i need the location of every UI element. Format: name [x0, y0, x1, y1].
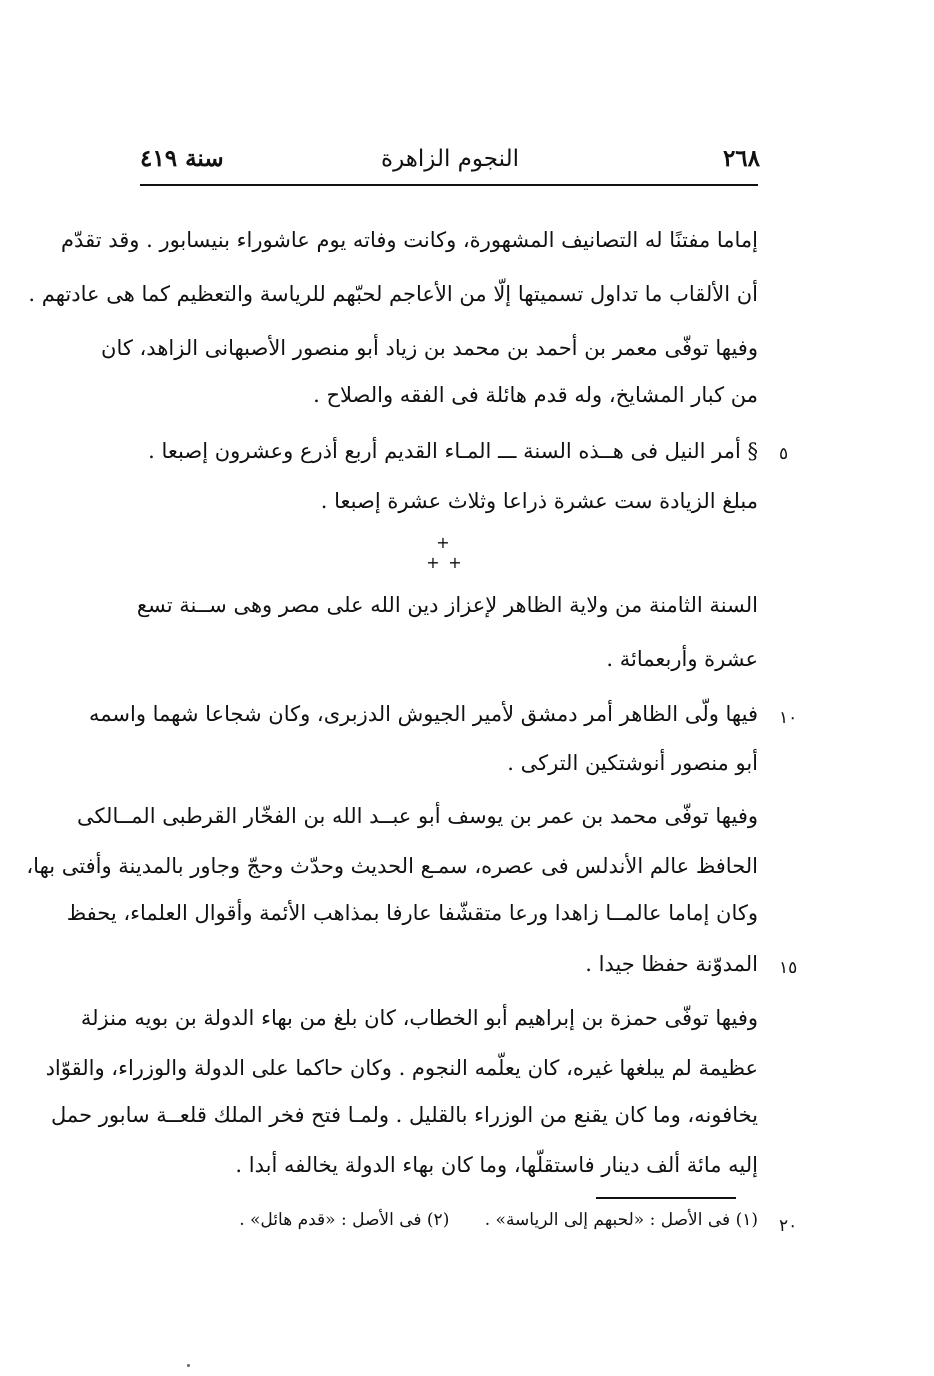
line-number: ١٥	[779, 958, 798, 978]
text-line: عظيمة لم يبلغها غيره، كان يعلّمه النجوم . وكان حاكما على الدولة والوزراء، والقوّاد	[45, 1056, 758, 1080]
text-line: يخافونه، وما كان يقنع من الوزراء بالقليل . ولمـا فتح فخر الملك قلعــة سابور حمل	[51, 1103, 758, 1127]
text-line: إماما مفتنًا له التصانيف المشهورة، وكانت وفاته يوم عاشوراء بنيسابور . وقد تقدّم	[61, 228, 758, 252]
page-number: ٢٦٨	[722, 145, 760, 172]
ornament-mark-left: +	[426, 553, 440, 572]
ornament-mark-right: +	[448, 553, 462, 572]
text-line: من كبار المشايخ، وله قدم هائلة فى الفقه والصلاح .	[313, 383, 758, 407]
year-label: سنة ٤١٩	[140, 145, 224, 172]
print-speck	[187, 1364, 190, 1367]
text-line: مبلغ الزيادة ست عشرة ذراعا وثلاث عشرة إصبعا .	[320, 489, 758, 513]
text-line: عشرة وأربعمائة .	[606, 647, 758, 671]
text-line: أن الألقاب ما تداول تسميتها إلّا من الأعاجم لحبّهم للرياسة والتعظيم كما هى عادتهم .	[28, 282, 758, 306]
header-divider	[140, 184, 758, 186]
text-line: الحافظ عالم الأندلس فى عصره، سمـع الحديث وحدّث وحجّ وجاور بالمدينة وأفتى بها،	[26, 854, 758, 878]
text-line: أبو منصور أنوشتكين التركى .	[507, 751, 758, 775]
footnotes	[138, 1208, 758, 1232]
text-line: السنة الثامنة من ولاية الظاهر لإعزاز دين الله على مصر وهى ســنة تسع	[136, 593, 758, 617]
section-ornament	[418, 536, 468, 576]
footnote-item: (٢) فى الأصل : «قدم هائل» .	[239, 1210, 450, 1230]
footnote-item: (١) فى الأصل : «لحبهم إلى الرياسة» .	[484, 1210, 758, 1230]
text-line: وفيها توفّى حمزة بن إبراهيم أبو الخطاب، كان بلغ من بهاء الدولة بن بويه منزلة	[80, 1006, 758, 1030]
text-line: وكان إماما عالمــا زاهدا ورعا متقشّفا عارفا بمذاهب الأئمة وأقوال العلماء، يحفظ	[66, 901, 758, 925]
page-header	[140, 140, 760, 180]
text-line: وفيها توفّى محمد بن عمر بن يوسف أبو عبــد الله بن الفخّار القرطبى المــالكى	[76, 804, 758, 828]
text-line: وفيها توفّى معمر بن أحمد بن محمد بن زياد أبو منصور الأصبهانى الزاهد، كان	[101, 336, 758, 360]
text-line: المدوّنة حفظا جيدا .	[585, 952, 758, 976]
ornament-mark-top: +	[436, 536, 450, 552]
text-line: § أمر النيل فى هــذه السنة ـــ المـاء القديم أربع أذرع وعشرون إصبعا .	[148, 439, 758, 463]
text-line: إليه مائة ألف دينار فاستقلّها، وما كان بهاء الدولة يخالفه أبدا .	[235, 1153, 758, 1177]
book-title: النجوم الزاهرة	[381, 146, 519, 172]
line-number: ١٠	[779, 708, 798, 728]
footnote-divider	[596, 1197, 736, 1199]
line-number: ٥	[779, 444, 789, 464]
line-number: ٢٠	[779, 1216, 798, 1236]
text-line: فيها ولّى الظاهر أمر دمشق لأمير الجيوش الدزبرى، وكان شجاعا شهما واسمه	[89, 702, 758, 726]
